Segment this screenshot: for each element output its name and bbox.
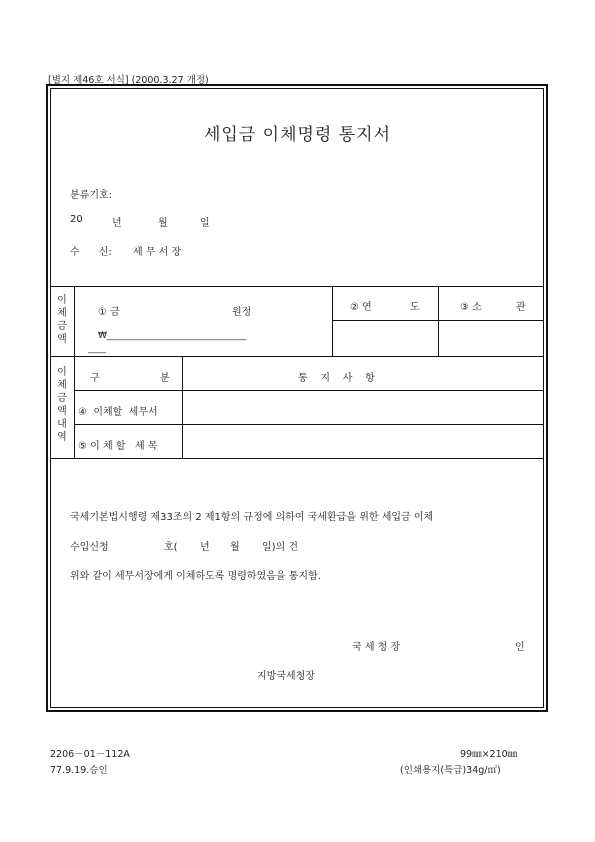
amount-unit-label: 원정	[232, 307, 252, 318]
date-month-label: 월	[158, 218, 168, 229]
row-transfer-office-label: ④ 이체할 세무서	[78, 407, 158, 418]
category-header: 구	[90, 373, 100, 384]
detail-section-bottom-rule	[50, 458, 544, 459]
body-text-line-2-c: 년	[200, 542, 210, 553]
paper-spec: (인쇄용지(특급)34g/㎡)	[400, 765, 501, 776]
regional-issuer-title: 지방국세청장	[257, 671, 315, 682]
category-header-suffix: 분	[160, 373, 170, 384]
detail-section-top-rule	[50, 356, 544, 357]
body-text-line-2-d: 월	[230, 542, 240, 553]
body-text-line-2-b: 호(	[164, 542, 178, 553]
amount-side-label: 이 체 금 액	[57, 295, 67, 345]
detail-row-rule-2	[74, 424, 544, 425]
detail-side-label: 이 체 금 액 내 역	[57, 367, 67, 443]
amount-value-line: ₩_______________________________	[98, 331, 247, 341]
approval-date: 77.9.19.승인	[50, 765, 108, 776]
year-office-divider	[438, 286, 439, 356]
office-label: ③ 소	[460, 302, 482, 313]
year-label-suffix: 도	[410, 302, 420, 313]
recipient-label: 수 신:	[70, 247, 112, 258]
office-label-suffix: 관	[516, 302, 526, 313]
body-text-line-2-e: 일)의 건	[262, 542, 299, 553]
row-transfer-item-label: ⑤ 이 체 할 세 목	[78, 441, 158, 452]
recipient-value: 세 무 서 장	[133, 247, 182, 258]
year-label: ② 연	[350, 302, 372, 313]
amount-section-top-rule	[50, 286, 544, 287]
date-prefix: 20	[70, 214, 83, 225]
classification-label: 분류기호:	[70, 190, 113, 201]
date-day-label: 일	[200, 218, 210, 229]
issuer-title: 국 세 청 장	[352, 642, 401, 653]
body-text-line-2-a: 수입신청	[70, 542, 109, 553]
date-year-label: 년	[112, 218, 122, 229]
detail-row-rule-1	[74, 390, 544, 391]
amount-value-line-tail: ____	[88, 344, 106, 354]
form-header-note: [별지 제46호 서식] (2000.3.27 개정)	[48, 75, 209, 86]
form-code: 2206－01－112A	[50, 749, 130, 760]
amount-label: ① 금	[98, 307, 120, 318]
seal-mark: 인	[515, 642, 525, 653]
form-inner-border	[50, 88, 544, 708]
paper-size: 99㎜×210㎜	[460, 749, 518, 760]
amount-year-divider	[332, 286, 333, 356]
body-text-line-3: 위와 같이 세무서장에게 이체하도록 명령하였음을 통지함.	[70, 571, 321, 582]
category-notice-divider	[182, 356, 183, 458]
form-title: 세입금 이체명령 통지서	[203, 125, 392, 145]
notice-header: 통 지 사 항	[298, 373, 375, 384]
body-text-line-1: 국세기본법시행령 제33조의 2 제1항의 규정에 의하여 국세환급을 위한 세입금 이체	[70, 512, 434, 523]
side-label-divider	[74, 286, 75, 458]
